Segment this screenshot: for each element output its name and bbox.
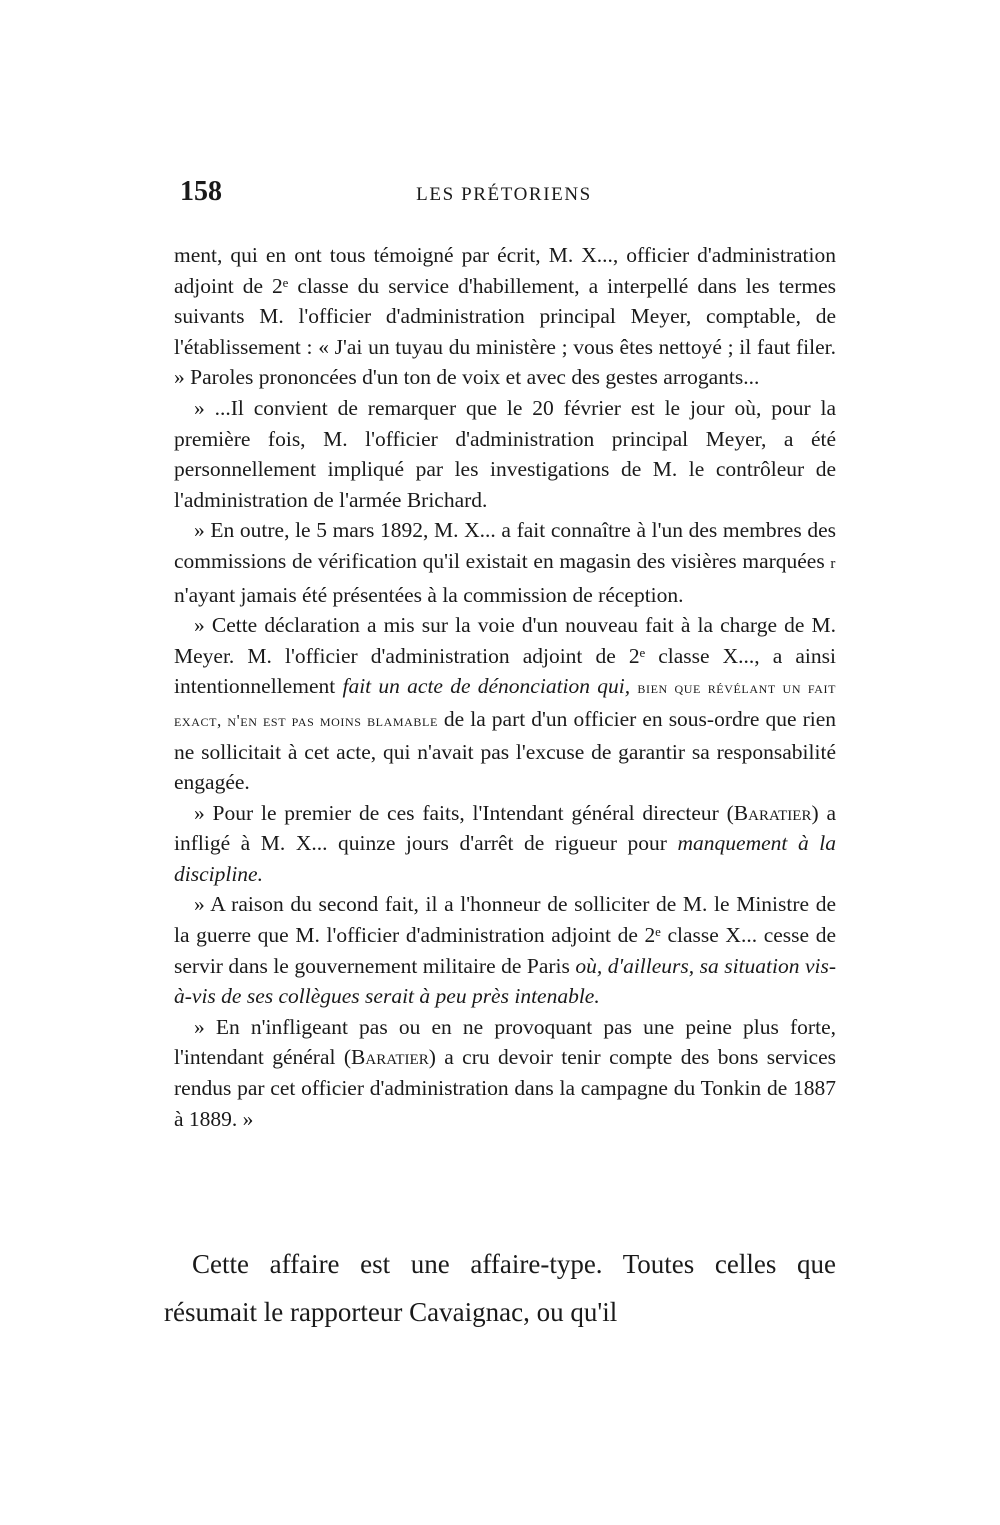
quote-p3-text-a: » En outre, le 5 mars 1892, M. X... a fait connaître à l'un des membres des commissions de vérification qu'il existait en magasin des visières marquées [174, 518, 836, 573]
page-number: 158 [180, 176, 222, 207]
quote-p4-italic: fait un acte de dénonciation qui, [342, 674, 631, 699]
quote-p4-text-e: de la part d'un officier en sous-ordre que rien ne sollicitait à cet acte, qui n'avait pas l'excuse de garantir sa responsabilité engagée. [174, 706, 836, 795]
quote-p6-italic: où, d'ailleurs, sa situation vis-à-vis de ses collègues serait à peu près intenable. [174, 953, 836, 1009]
quote-paragraph-1: ment, qui en ont tous témoigné par écrit, M. X..., officier d'administration adjoint de 2ᵉ classe du service d'habillement, a interpellé dans les termes suivants M. l'officier d'administration principal Meyer, comptable, de l'établissement : « J'ai un tuyau du ministère ; vous êtes nettoyé ; il faut filer. » Paroles prononcées d'un ton de voix et avec des gestes arrogants... [174, 243, 836, 390]
person-name-baratier-2: Baratier [351, 1045, 429, 1070]
quote-paragraph-4 [174, 610, 836, 798]
quote-paragraph-2: » ...Il convient de remarquer que le 20 février est le jour où, pour la première fois, M. l'officier d'administration principal Meyer, a été personnellement impliqué par les investigations de M. le contrôleur de l'administration de l'armée Brichard. [174, 395, 836, 512]
quote-paragraph-6 [174, 889, 836, 1011]
quote-p3-text-b: n'ayant jamais été présentées à la commission de réception. [174, 582, 684, 607]
quote-paragraph-3 [174, 515, 836, 610]
quote-paragraph-5 [174, 798, 836, 890]
body-paragraph-1: Cette affaire est une affaire-type. Toutes celles que résumait le rapporteur Cavaignac, ou qu'il [164, 1249, 836, 1327]
running-title: LES PRÉTORIENS [416, 184, 592, 205]
quote-paragraph-7 [174, 1012, 836, 1134]
quote-p4-text-a: » Cette déclaration a mis sur la voie d'un nouveau fait à la charge de M. Meyer. M. l'officier d'administration adjoint de 2ᵉ classe X..., a ainsi intentionnellement [174, 613, 836, 699]
main-text [164, 1240, 836, 1336]
running-head [172, 176, 836, 216]
quote-p5-text-b: ) a infligé à M. X... quinze jours d'arrêt de rigueur pour [174, 800, 836, 856]
quoted-report [174, 240, 836, 1134]
quote-p7-text-b: ) a cru devoir tenir compte des bons services rendus par cet officier d'administration dans la campagne du Tonkin de 1887 à 1889. » [174, 1045, 836, 1131]
visor-mark: r [830, 555, 836, 572]
quote-p5-italic: manquement à la discipline. [174, 831, 836, 886]
quote-p5-text-a: » Pour le premier de ces faits, l'Intendant général directeur ( [194, 800, 734, 825]
quote-p6-text-a: » A raison du second fait, il a l'honneur de solliciter de M. le Ministre de la guerre que M. l'officier d'administration adjoint de 2ᵉ classe X... cesse de servir dans le gouvernement militaire de Paris [174, 892, 836, 978]
person-name-baratier: Baratier [733, 800, 812, 825]
quote-p7-text-a: » En n'infligeant pas ou en ne provoquant pas une peine plus forte, l'intendant général ( [174, 1014, 836, 1070]
quote-p4-small-caps: bien que révélant un fait exact, n'en est pas moins blamable [174, 678, 836, 730]
